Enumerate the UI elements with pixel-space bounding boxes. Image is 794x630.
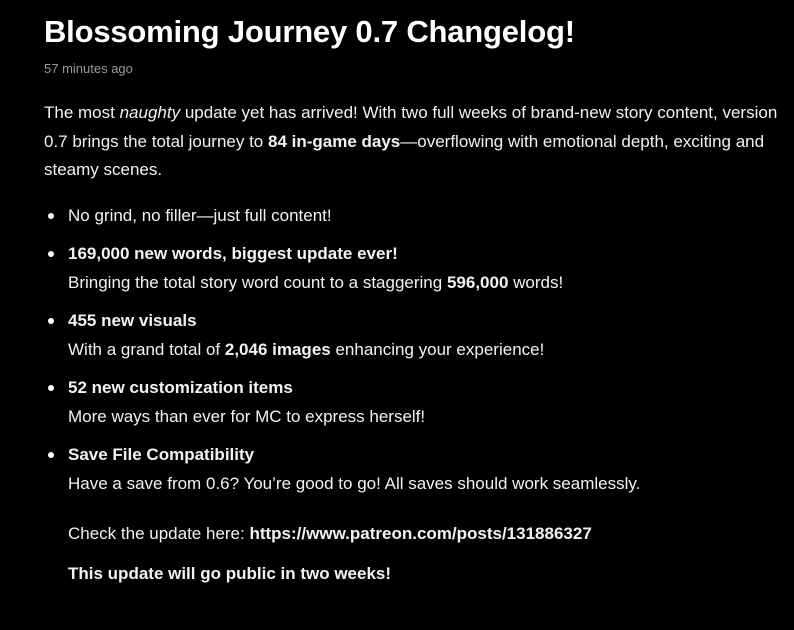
changelog-post — [44, 0, 784, 588]
item-sub-text: With a grand total of — [68, 339, 225, 359]
item-head: 169,000 new words, biggest update ever! — [68, 244, 398, 263]
bullet-icon — [48, 213, 54, 219]
item-head: 52 new customization items — [68, 378, 293, 397]
patreon-post-link[interactable]: https://www.patreon.com/posts/131886327 — [249, 524, 592, 543]
check-update-label: Check the update here: — [68, 524, 250, 543]
bullet-icon — [48, 318, 54, 324]
post-title: Blossoming Journey 0.7 Changelog! — [44, 14, 575, 49]
item-sub — [68, 336, 784, 365]
post-timestamp: 57 minutes ago — [44, 61, 133, 76]
item-sub-text: Bringing the total story word count to a staggering — [68, 272, 447, 292]
intro-text-3: —overflowing with emotional depth, exciting and steamy scenes. — [44, 131, 765, 179]
list-item — [44, 441, 784, 498]
item-sub-bold: 2,046 images — [224, 339, 331, 359]
intro-bold: 84 in-game days — [267, 131, 401, 151]
list-item — [44, 202, 784, 231]
list-item — [44, 374, 784, 431]
item-sub-bold: 596,000 — [446, 272, 509, 292]
intro-emphasis: naughty — [119, 103, 181, 122]
item-sub: Have a save from 0.6? You’re good to go! All saves should work seamlessly. — [68, 473, 641, 493]
feature-list — [44, 202, 784, 499]
item-sub-text: words! — [508, 272, 564, 292]
intro-paragraph — [44, 99, 784, 185]
bullet-icon — [48, 251, 54, 257]
intro-text-2: update yet has arrived! With two full weeks of brand-new story content, version 0.7 brings the total journey to — [44, 103, 778, 151]
item-head: 455 new visuals — [68, 311, 197, 330]
list-item — [44, 307, 784, 364]
item-sub-text: enhancing your experience! — [330, 339, 545, 359]
bullet-icon — [48, 385, 54, 391]
item-sub — [68, 269, 784, 298]
intro-text-1: The most — [44, 103, 120, 122]
item-head: No grind, no filler—just full content! — [68, 205, 332, 225]
public-release-note: This update will go public in two weeks! — [68, 563, 392, 583]
item-sub: More ways than ever for MC to express herself! — [68, 406, 426, 426]
item-head: Save File Compatibility — [68, 445, 255, 464]
list-item — [44, 240, 784, 297]
bullet-icon — [48, 452, 54, 458]
check-update-line — [44, 520, 784, 549]
